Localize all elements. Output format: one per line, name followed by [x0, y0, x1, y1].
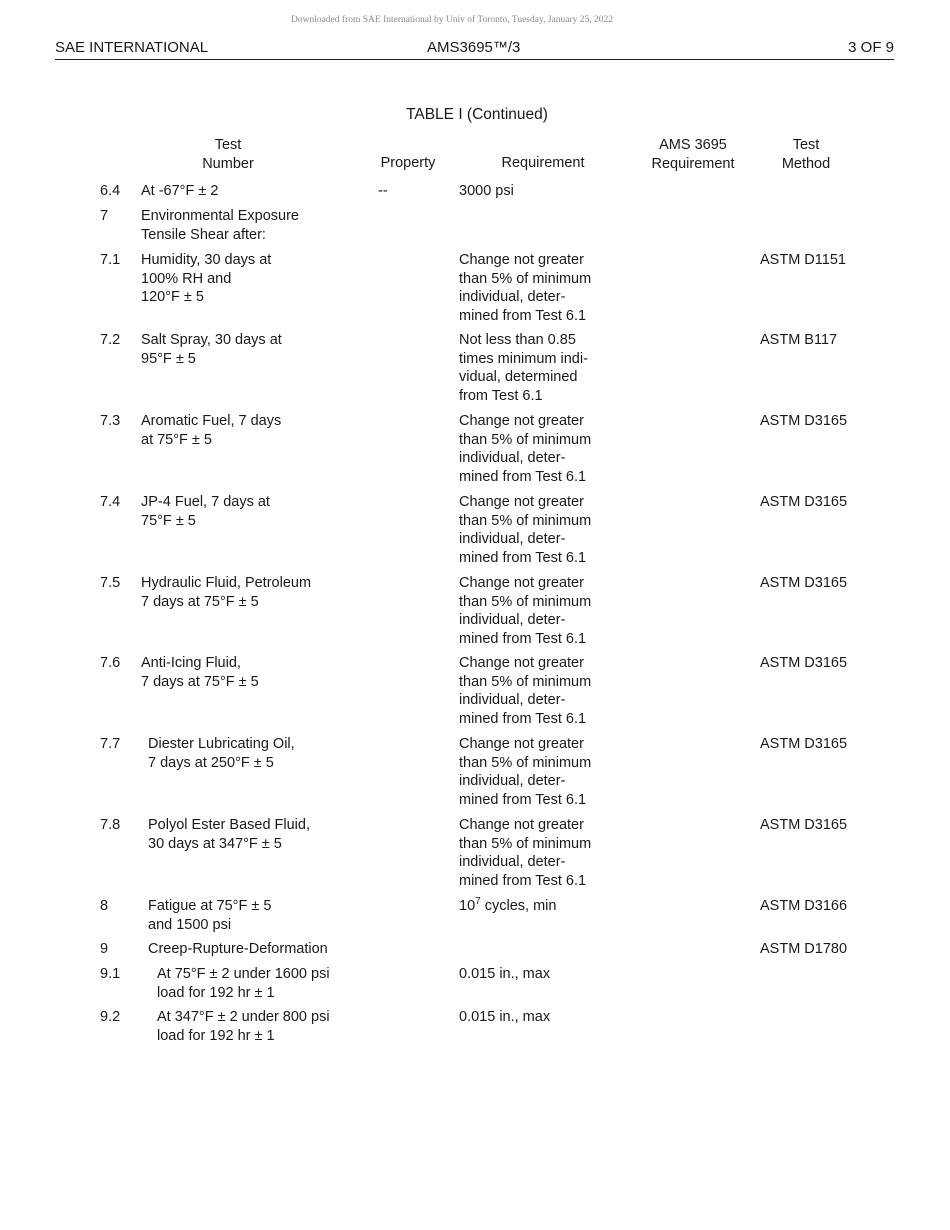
- page-header: [55, 39, 894, 60]
- test-number: 7.7: [100, 736, 121, 752]
- test-number: 7.3: [100, 413, 121, 429]
- test-description: JP-4 Fuel, 7 days at 75°F ± 5: [141, 494, 270, 529]
- col-header-property: Property: [380, 155, 436, 171]
- requirement-value: 0.015 in., max: [459, 966, 551, 982]
- col-header-test-number: Test Number: [202, 137, 254, 172]
- requirement-base: 10: [459, 898, 476, 914]
- test-method: ASTM B117: [760, 332, 838, 348]
- test-description: Hydraulic Fluid, Petroleum 7 days at 75°F ± 5: [141, 575, 312, 610]
- header-org: SAE INTERNATIONAL: [55, 39, 209, 56]
- property-value: --: [378, 183, 388, 199]
- test-number: 7: [100, 208, 109, 224]
- test-number: 7.1: [100, 252, 121, 268]
- test-number: 7.4: [100, 494, 121, 510]
- requirement-value: 3000 psi: [459, 183, 514, 199]
- requirement-value: Change not greater than 5% of minimum individual, deter- mined from Test 6.1: [459, 252, 592, 324]
- test-description: At 347°F ± 2 under 800 psi load for 192 hr ± 1: [157, 1009, 330, 1044]
- col-header-test-method: Test Method: [781, 137, 831, 172]
- test-description: Diester Lubricating Oil, 7 days at 250°F ± 5: [148, 736, 295, 771]
- test-description: Polyol Ester Based Fluid, 30 days at 347°F ± 5: [148, 817, 310, 852]
- test-number: 9: [100, 941, 109, 957]
- requirement-value: Change not greater than 5% of minimum individual, deter- mined from Test 6.1: [459, 736, 592, 808]
- test-method: ASTM D3165: [760, 494, 848, 510]
- col-header-requirement: Requirement: [501, 155, 585, 171]
- test-description: At 75°F ± 2 under 1600 psi load for 192 hr ± 1: [157, 966, 330, 1001]
- test-number: 6.4: [100, 183, 121, 199]
- test-number: 8: [100, 898, 109, 914]
- requirement-text: cycles, min: [480, 898, 557, 914]
- header-doc-id: AMS3695™/3: [427, 39, 521, 56]
- header-page-number: 3 OF 9: [848, 39, 894, 56]
- test-description: Anti-Icing Fluid, 7 days at 75°F ± 5: [141, 655, 259, 690]
- test-description: Aromatic Fuel, 7 days at 75°F ± 5: [141, 413, 282, 448]
- test-description: Humidity, 30 days at 100% RH and 120°F ± 5: [141, 252, 272, 305]
- requirement-value: Change not greater than 5% of minimum individual, deter- mined from Test 6.1: [459, 817, 592, 889]
- test-number: 7.5: [100, 575, 121, 591]
- requirement-value: 0.015 in., max: [459, 1009, 551, 1025]
- requirement-value: Change not greater than 5% of minimum individual, deter- mined from Test 6.1: [459, 413, 592, 485]
- requirement-value: [459, 897, 556, 916]
- test-description: Creep-Rupture-Deformation: [148, 941, 328, 957]
- test-method: ASTM D3165: [760, 413, 848, 429]
- test-method: ASTM D3165: [760, 655, 848, 671]
- test-method: ASTM D1780: [760, 941, 848, 957]
- test-description: At -67°F ± 2: [141, 183, 219, 199]
- test-description: Salt Spray, 30 days at 95°F ± 5: [141, 332, 282, 367]
- test-number: 7.8: [100, 817, 121, 833]
- col-header-ams-requirement: AMS 3695 Requirement: [651, 137, 735, 172]
- test-description: Fatigue at 75°F ± 5 and 1500 psi: [148, 898, 272, 933]
- test-method: ASTM D3165: [760, 575, 848, 591]
- test-number: 9.2: [100, 1009, 121, 1025]
- requirement-value: Change not greater than 5% of minimum individual, deter- mined from Test 6.1: [459, 655, 592, 727]
- requirement-exponent: 7: [475, 896, 481, 907]
- requirement-value: Change not greater than 5% of minimum individual, deter- mined from Test 6.1: [459, 494, 592, 566]
- test-method: ASTM D1151: [760, 252, 846, 268]
- test-method: ASTM D3165: [760, 736, 848, 752]
- test-method: ASTM D3165: [760, 817, 848, 833]
- test-number: 7.6: [100, 655, 121, 671]
- test-number: 7.2: [100, 332, 121, 348]
- test-description: Environmental Exposure Tensile Shear after:: [141, 208, 299, 243]
- test-method: ASTM D3166: [760, 898, 848, 914]
- requirement-value: Change not greater than 5% of minimum individual, deter- mined from Test 6.1: [459, 575, 592, 647]
- download-watermark: Downloaded from SAE International by Univ of Toronto, Tuesday, January 25, 2022: [290, 15, 614, 25]
- test-number: 9.1: [100, 966, 121, 982]
- requirement-value: Not less than 0.85 times minimum indi- vidual, determined from Test 6.1: [459, 332, 588, 404]
- table-title: TABLE I (Continued): [406, 106, 548, 123]
